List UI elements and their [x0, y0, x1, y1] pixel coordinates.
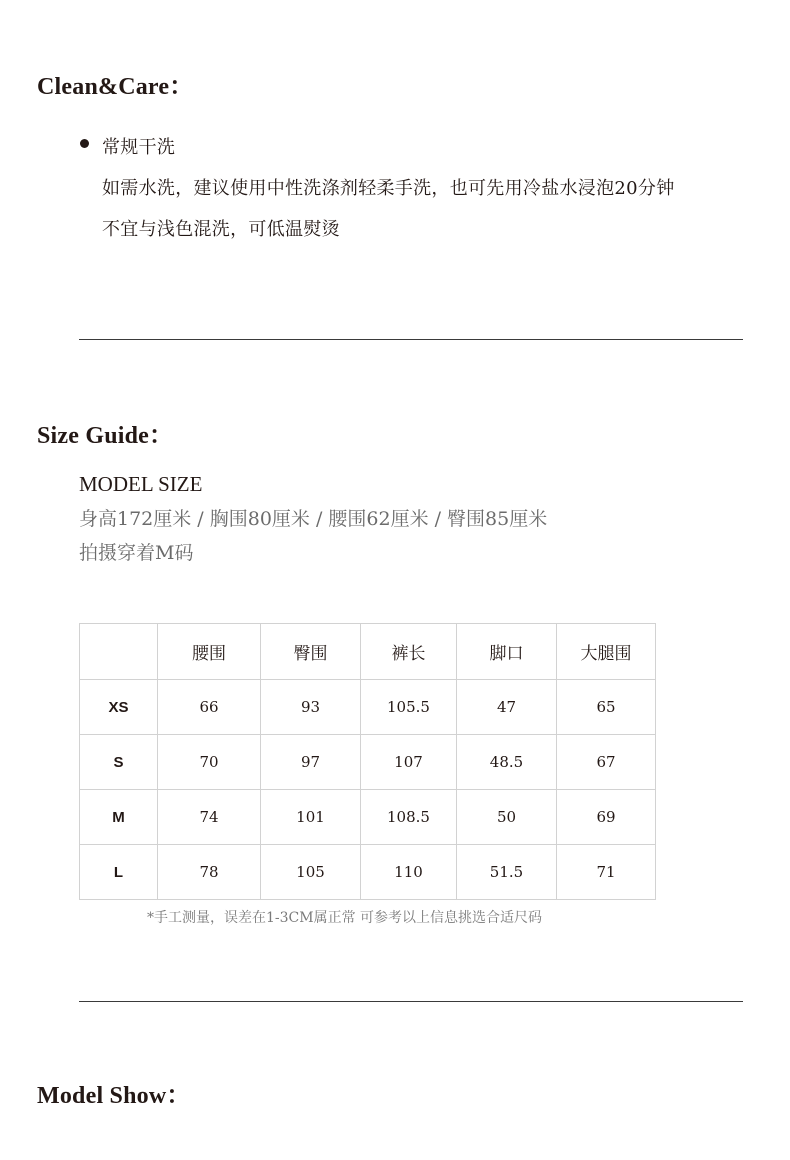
table-cell: 108.5	[361, 790, 457, 845]
table-header-hem: 脚口	[457, 624, 557, 680]
table-cell: 101	[261, 790, 361, 845]
model-show-title: Model Show：	[37, 1083, 191, 1109]
care-line-ironing: 不宜与浅色混洗，可低温熨烫	[102, 219, 340, 240]
measurement-note: *手工测量，误差在1-3CM属正常 可参考以上信息挑选合适尺码	[147, 910, 543, 926]
table-cell: 78	[158, 845, 261, 900]
table-cell: 71	[557, 845, 656, 900]
table-header-length: 裤长	[361, 624, 457, 680]
table-cell: 47	[457, 680, 557, 735]
model-measurements: 身高172厘米 / 胸围80厘米 / 腰围62厘米 / 臀围85厘米	[79, 508, 548, 530]
table-cell-size: XS	[80, 680, 158, 735]
table-cell: 67	[557, 735, 656, 790]
care-line-dry-clean: 常规干洗	[102, 137, 176, 158]
table-cell-size: M	[80, 790, 158, 845]
table-cell: 50	[457, 790, 557, 845]
table-cell: 105	[261, 845, 361, 900]
bullet-dot-icon	[80, 139, 89, 148]
table-cell: 70	[158, 735, 261, 790]
table-cell: 69	[557, 790, 656, 845]
table-cell-size: S	[80, 735, 158, 790]
table-cell: 66	[158, 680, 261, 735]
clean-care-title: Clean&Care：	[37, 74, 194, 100]
table-header-corner	[80, 624, 158, 680]
table-row	[80, 735, 656, 790]
model-size-heading: MODEL SIZE	[79, 472, 203, 496]
table-header-hip: 臀围	[261, 624, 361, 680]
care-line-hand-wash: 如需水洗，建议使用中性洗涤剂轻柔手洗，也可先用冷盐水浸泡20分钟	[102, 178, 675, 199]
table-cell: 48.5	[457, 735, 557, 790]
table-cell: 74	[158, 790, 261, 845]
table-header-waist: 腰围	[158, 624, 261, 680]
table-cell: 105.5	[361, 680, 457, 735]
model-wearing-size: 拍摄穿着M码	[79, 542, 194, 564]
table-cell: 97	[261, 735, 361, 790]
section-divider	[79, 339, 743, 340]
table-cell: 110	[361, 845, 457, 900]
table-row	[80, 680, 656, 735]
table-cell: 65	[557, 680, 656, 735]
table-cell: 93	[261, 680, 361, 735]
table-cell-size: L	[80, 845, 158, 900]
table-cell: 51.5	[457, 845, 557, 900]
table-cell: 107	[361, 735, 457, 790]
table-row	[80, 845, 656, 900]
table-row	[80, 790, 656, 845]
size-guide-title: Size Guide：	[37, 423, 174, 449]
table-header-thigh: 大腿围	[557, 624, 656, 680]
section-divider	[79, 1001, 743, 1002]
size-table-header-row	[80, 624, 656, 680]
size-table	[79, 623, 656, 900]
